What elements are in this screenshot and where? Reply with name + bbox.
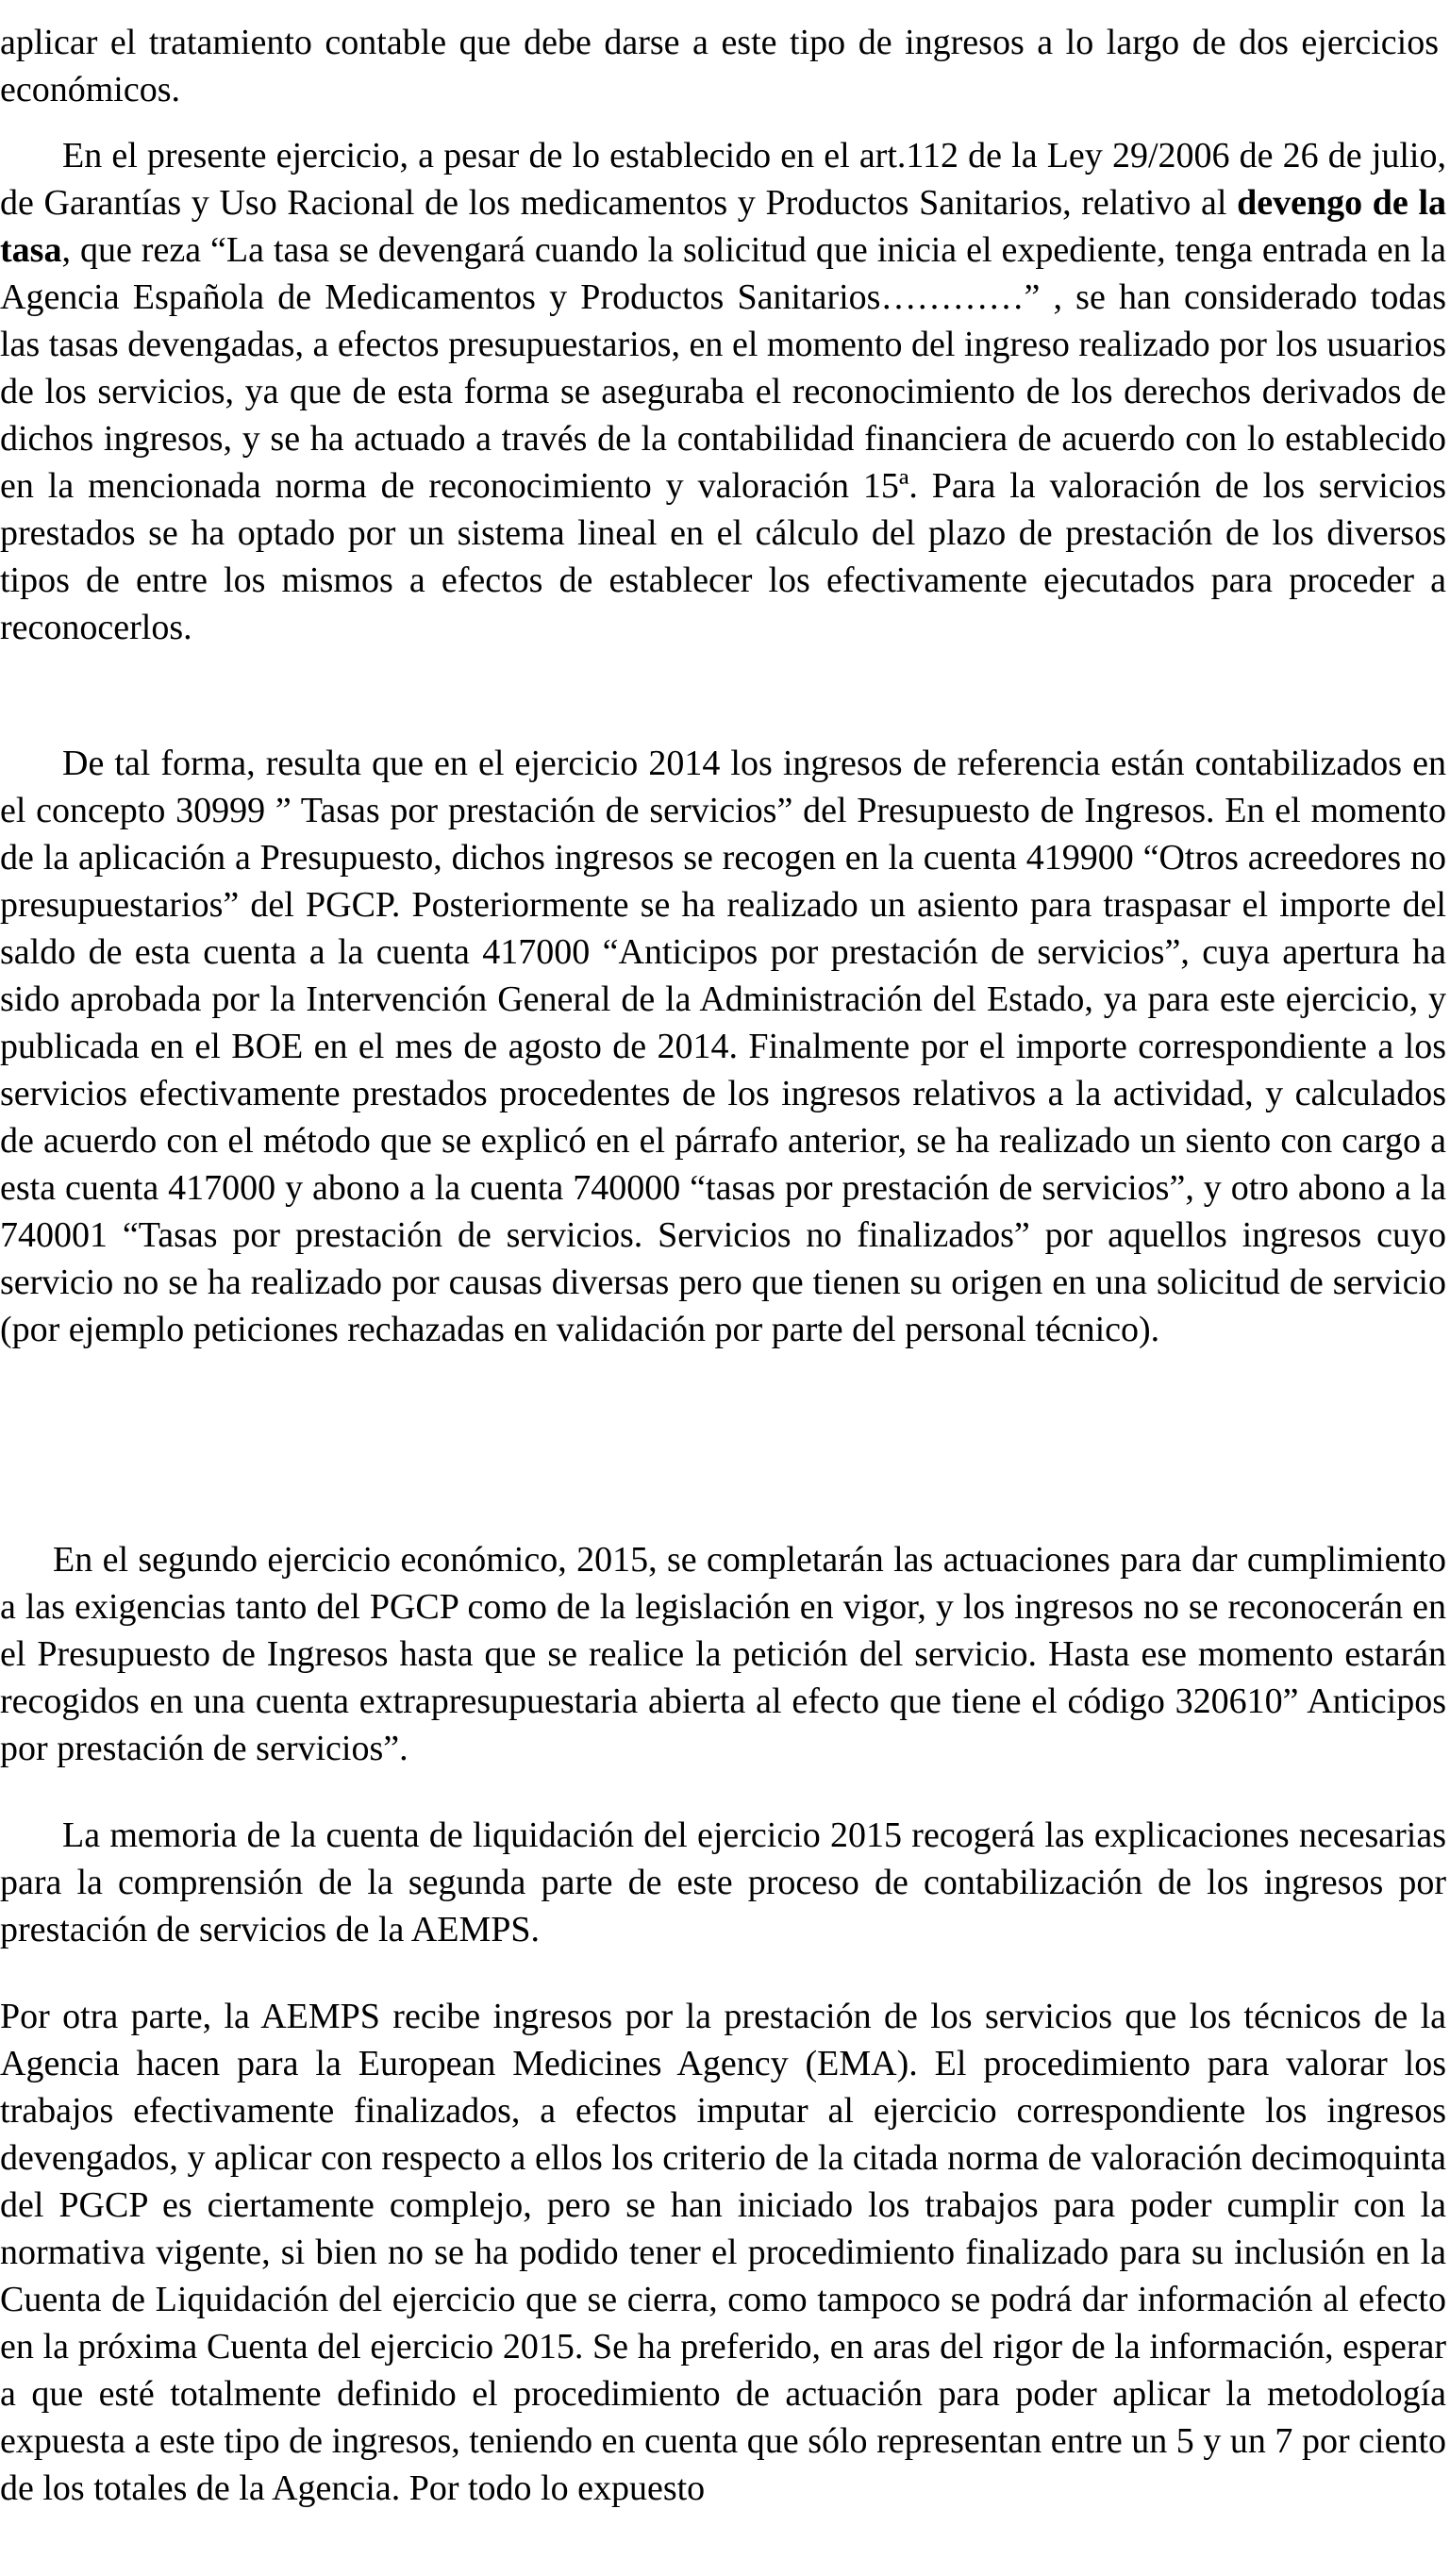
- paragraph-text-before-bold: En el presente ejercicio, a pesar de lo establecido en el art.112 de la Ley 29/2006 de 26 de julio, de Garantías y Uso Racional de los medicamentos y Productos Sanitarios, relativo al: [0, 136, 1446, 223]
- paragraph-continuation: aplicar el tratamiento contable que debe darse a este tipo de ingresos a lo largo de dos ejercicios económicos.: [0, 23, 1439, 109]
- paragraph-memoria: La memoria de la cuenta de liquidación del ejercicio 2015 recogerá las explicaciones necesarias para la comprensión de la segunda parte de este proceso de contabilización de los ingresos por prestación de servicios de la AEMPS.: [0, 1815, 1446, 1949]
- paragraph-ejercicio-2015: En el segundo ejercicio económico, 2015, se completarán las actuaciones para dar cumplimiento a las exigencias tanto del PGCP como de la legislación en vigor, y los ingresos no se reconocerán en el Presupuesto de Ingresos hasta que se realice la petición del servicio. Hasta ese momento estarán recogidos en una cuenta extrapresupuestaria abierta al efecto que tiene el código 320610” Anticipos por prestación de servicios”.: [0, 1540, 1446, 1768]
- paragraph-ejercicio-2014: De tal forma, resulta que en el ejercicio 2014 los ingresos de referencia están contabilizados en el concepto 30999 ” Tasas por prestación de servicios” del Presupuesto de Ingresos. En el momento de la aplicación a Presupuesto, dichos ingresos se recogen en la cuenta 419900 “Otros acreedores no presupuestarios” del PGCP. Posteriormente se ha realizado un asiento para traspasar el importe del saldo de esta cuenta a la cuenta 417000 “Anticipos por prestación de servicios”, cuya apertura ha sido aprobada por la Intervención General de la Administración del Estado, ya para este ejercicio, y publicada en el BOE en el mes de agosto de 2014. Finalmente por el importe correspondiente a los servicios efectivamente prestados procedentes de los ingresos relativos a la actividad, y calculados de acuerdo con el método que se explicó en el párrafo anterior, se ha realizado un siento con cargo a esta cuenta 417000 y abono a la cuenta 740000 “tasas por prestación de servicios”, y otro abono a la 740001 “Tasas por prestación de servicios. Servicios no finalizados” por aquellos ingresos cuyo servicio no se ha realizado por causas diversas pero que tienen su origen en una solicitud de servicio (por ejemplo peticiones rechazadas en validación por parte del personal técnico).: [0, 744, 1446, 1349]
- bold-term: devengo de la tasa: [0, 183, 1447, 270]
- paragraph-ema: Por otra parte, la AEMPS recibe ingresos por la prestación de los servicios que los técnicos de la Agencia hacen para la European Medicines Agency (EMA). El procedimiento para valorar los trabajos efectivamente finalizados, a efectos imputar al ejercicio correspondiente los ingresos devengados, y aplicar con respecto a ellos los criterio de la citada norma de valoración decimoquinta del PGCP es ciertamente complejo, pero se han iniciado los trabajos para poder cumplir con la normativa vigente, si bien no se ha podido tener el procedimiento finalizado para su inclusión en la Cuenta de Liquidación del ejercicio que se cierra, como tampoco se podrá dar información al efecto en la próxima Cuenta del ejercicio 2015. Se ha preferido, en aras del rigor de la información, esperar a que esté totalmente definido el procedimiento de actuación para poder aplicar la metodología expuesta a este tipo de ingresos, teniendo en cuenta que sólo representan entre un 5 y un 7 por ciento de los totales de la Agencia. Por todo lo expuesto: [0, 1997, 1446, 2508]
- paragraph-devengo-tasa: [0, 132, 1446, 651]
- paragraph-text-after-bold: , que reza “La tasa se devengará cuando la solicitud que inicia el expediente, tenga entrada en la Agencia Española de Medicamentos y Productos Sanitarios…………” , se han considerado todas las tasas devengadas, a efectos presupuestarios, en el momento del ingreso realizado por los usuarios de los servicios, ya que de esta forma se aseguraba el reconocimiento de los derechos derivados de dichos ingresos, y se ha actuado a través de la contabilidad financiera de acuerdo con lo establecido en la mencionada norma de reconocimiento y valoración 15ª. Para la valoración de los servicios prestados se ha optado por un sistema lineal en el cálculo del plazo de prestación de los diversos tipos de entre los mismos a efectos de establecer los efectivamente ejecutados para proceder a reconocerlos.: [0, 230, 1446, 647]
